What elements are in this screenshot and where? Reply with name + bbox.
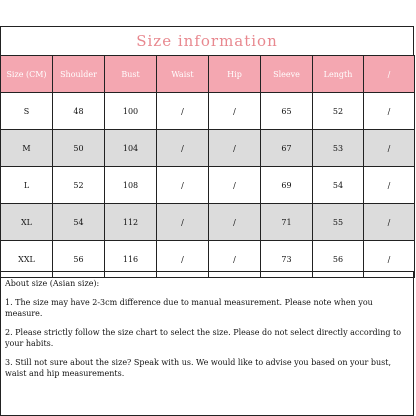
cell-waist: / (157, 130, 209, 167)
cell-size: M (1, 130, 53, 167)
header-sleeve: Sleeve (261, 56, 313, 93)
cell-hip: / (209, 204, 261, 241)
header-length: Length (313, 56, 364, 93)
cell-extra: / (364, 130, 415, 167)
size-table (0, 55, 415, 278)
cell-shoulder: 54 (53, 204, 105, 241)
cell-waist: / (157, 167, 209, 204)
cell-shoulder: 50 (53, 130, 105, 167)
note-item: 2. Please strictly follow the size chart to select the size. Please do not select directly according to your habits. (5, 328, 402, 348)
note-item: 3. Still not sure about the size? Speak with us. We would like to advise you based on your bust, waist and hip measurements. (5, 358, 392, 378)
cell-sleeve: 71 (261, 204, 313, 241)
cell-size: L (1, 167, 53, 204)
header-hip: Hip (209, 56, 261, 93)
notes-heading: About size (Asian size): (5, 279, 100, 288)
cell-bust: 104 (105, 130, 157, 167)
cell-size: XXL (1, 241, 53, 278)
size-chart (0, 26, 416, 416)
cell-size: S (1, 93, 53, 130)
cell-length: 53 (313, 130, 364, 167)
table-header-row (1, 56, 415, 93)
header-size: Size (CM) (1, 56, 53, 93)
header-bust: Bust (105, 56, 157, 93)
cell-sleeve: 69 (261, 167, 313, 204)
cell-sleeve: 67 (261, 130, 313, 167)
cell-hip: / (209, 93, 261, 130)
cell-extra: / (364, 93, 415, 130)
cell-bust: 116 (105, 241, 157, 278)
cell-waist: / (157, 204, 209, 241)
cell-sleeve: 65 (261, 93, 313, 130)
cell-shoulder: 48 (53, 93, 105, 130)
table-row (1, 130, 415, 167)
chart-title: Size information (0, 26, 414, 56)
header-extra: / (364, 56, 415, 93)
cell-hip: / (209, 130, 261, 167)
cell-size: XL (1, 204, 53, 241)
header-waist: Waist (157, 56, 209, 93)
cell-hip: / (209, 167, 261, 204)
size-notes (0, 271, 414, 416)
header-shoulder: Shoulder (53, 56, 105, 93)
cell-extra: / (364, 241, 415, 278)
cell-bust: 100 (105, 93, 157, 130)
cell-extra: / (364, 204, 415, 241)
cell-shoulder: 52 (53, 167, 105, 204)
cell-extra: / (364, 167, 415, 204)
cell-length: 54 (313, 167, 364, 204)
cell-sleeve: 73 (261, 241, 313, 278)
cell-length: 55 (313, 204, 364, 241)
cell-hip: / (209, 241, 261, 278)
table-row (1, 167, 415, 204)
note-item: 1. The size may have 2-3cm difference due to manual measurement. Please note when you measure. (5, 298, 373, 318)
cell-waist: / (157, 93, 209, 130)
cell-length: 56 (313, 241, 364, 278)
cell-waist: / (157, 241, 209, 278)
cell-length: 52 (313, 93, 364, 130)
table-row (1, 93, 415, 130)
cell-bust: 108 (105, 167, 157, 204)
cell-shoulder: 56 (53, 241, 105, 278)
table-row (1, 204, 415, 241)
cell-bust: 112 (105, 204, 157, 241)
